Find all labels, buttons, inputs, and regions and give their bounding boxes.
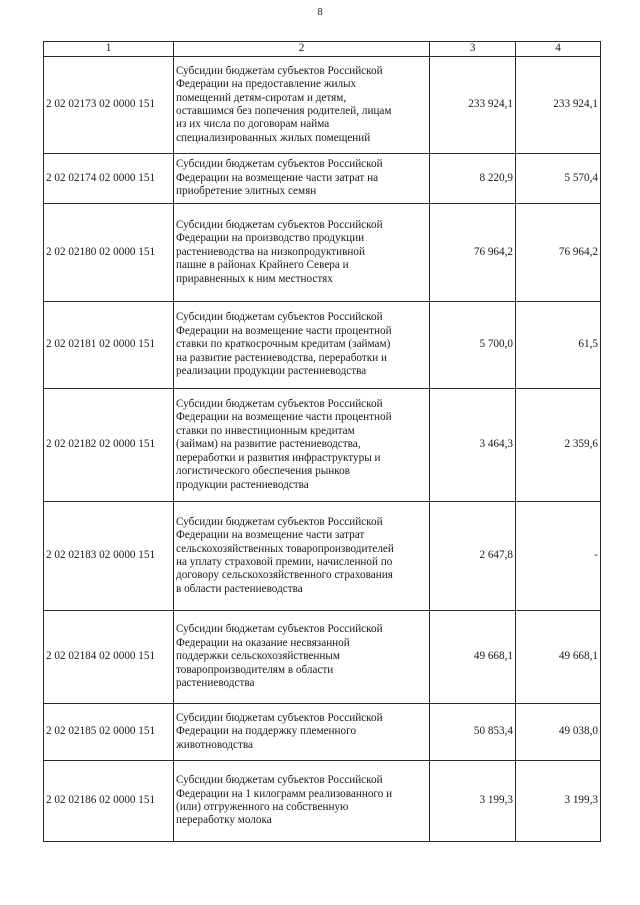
table-header [44,42,601,57]
row-code: 2 02 02181 02 0000 151 [44,302,174,389]
row-col3-value: 233 924,1 [430,57,516,154]
description-line: из их числа по договорам найма [176,118,330,131]
row-description [174,389,430,502]
table-row [44,389,601,502]
description-line: Федерации на 1 килограмм реализованного и [176,787,393,800]
row-description [174,611,430,704]
row-col4-value: 233 924,1 [516,57,601,154]
description-line: реализации продукции растениеводства [176,365,367,378]
table-body [44,57,601,842]
description-line: (займам) на развитие растениеводства, [176,438,361,451]
row-col3-value: 3 464,3 [430,389,516,502]
description-line: Федерации на предоставление жилых [176,78,357,91]
row-col4-value: 76 964,2 [516,204,601,302]
description-line: логистического обеспечения рынков [176,465,350,478]
row-col3-value: 5 700,0 [430,302,516,389]
description-line: Субсидии бюджетам субъектов Российской [176,311,383,324]
description-line: договору сельскохозяйственного страхования [176,569,393,582]
row-col3-value: 50 853,4 [430,704,516,761]
description-line: приобретение элитных семян [176,185,317,198]
row-code: 2 02 02185 02 0000 151 [44,704,174,761]
description-line: ставки по инвестиционным кредитам [176,424,355,437]
header-cell-1: 1 [44,42,174,57]
row-description [174,204,430,302]
description-line: Субсидии бюджетам субъектов Российской [176,623,383,636]
header-cell-3: 3 [430,42,516,57]
budget-table [43,41,601,842]
row-col4-value: 49 668,1 [516,611,601,704]
description-line: поддержки сельскохозяйственным [176,650,340,663]
header-row [44,42,601,57]
row-col3-value: 8 220,9 [430,154,516,204]
row-code: 2 02 02180 02 0000 151 [44,204,174,302]
table-row [44,704,601,761]
description-line: на уплату страховой премии, начисленной по [176,556,393,568]
table-row [44,611,601,704]
description-line: Субсидии бюджетам субъектов Российской [176,218,383,231]
description-line: Субсидии бюджетам субъектов Российской [176,774,383,787]
table-row [44,302,601,389]
row-description [174,502,430,611]
description-line: оставшимся без попечения родителей, лицам [176,105,392,117]
description-line: Федерации на возмещение части процентной [176,324,392,337]
row-col3-value: 76 964,2 [430,204,516,302]
row-col3-value: 49 668,1 [430,611,516,704]
table-row [44,204,601,302]
description-line: в области растениеводства [176,582,303,595]
description-line: растениеводства [176,677,255,690]
description-line: переработки и развития инфраструктуры и [176,451,381,464]
description-line: товаропроизводителям в области [176,663,334,676]
row-description [174,57,430,154]
description-line: помещений детям-сиротам и детям, [176,91,347,104]
description-line: специализированных жилых помещений [176,131,371,144]
row-code: 2 02 02183 02 0000 151 [44,502,174,611]
row-col4-value: 2 359,6 [516,389,601,502]
table-row [44,761,601,842]
description-line: Федерации на поддержку племенного [176,725,357,738]
description-line: Субсидии бюджетам субъектов Российской [176,711,383,724]
row-col4-value: 5 570,4 [516,154,601,204]
description-line: Федерации на оказание несвязанной [176,636,350,649]
row-col3-value: 3 199,3 [430,761,516,842]
description-line: растениеводства на низкопродуктивной [176,245,365,258]
description-line: Федерации на возмещение части процентной [176,411,392,424]
description-line: Федерации на возмещение части затрат [176,529,365,542]
description-line: переработку молока [176,814,272,827]
description-line: Субсидии бюджетам субъектов Российской [176,64,383,77]
row-col4-value: 61,5 [516,302,601,389]
row-description [174,154,430,204]
row-code: 2 02 02182 02 0000 151 [44,389,174,502]
row-code: 2 02 02186 02 0000 151 [44,761,174,842]
description-line: продукции растениеводства [176,478,309,491]
row-col4-value: - [516,502,601,611]
page-number: 8 [317,7,323,18]
header-cell-2: 2 [174,42,430,57]
row-description [174,761,430,842]
table-row [44,502,601,611]
description-line: приравненных к ним местностях [176,272,333,285]
description-line: Федерации на возмещение части затрат на [176,171,379,184]
row-description [174,704,430,761]
row-code: 2 02 02173 02 0000 151 [44,57,174,154]
description-line: сельскохозяйственных товаропроизводителей [176,542,394,555]
description-line: (или) отгруженного на собственную [176,801,349,813]
description-line: Субсидии бюджетам субъектов Российской [176,515,383,528]
description-line: Субсидии бюджетам субъектов Российской [176,158,383,171]
header-cell-4: 4 [516,42,601,57]
description-line: ставки по краткосрочным кредитам (займам) [176,338,391,351]
description-line: на развитие растениеводства, переработки и [176,351,387,364]
row-code: 2 02 02174 02 0000 151 [44,154,174,204]
description-line: Федерации на производство продукции [176,232,365,245]
description-line: животноводства [176,738,253,751]
table-row [44,154,601,204]
table-row [44,57,601,154]
description-line: Субсидии бюджетам субъектов Российской [176,398,383,411]
row-col4-value: 3 199,3 [516,761,601,842]
description-line: пашне в районах Крайнего Севера и [176,259,349,272]
row-col3-value: 2 647,8 [430,502,516,611]
row-col4-value: 49 038,0 [516,704,601,761]
row-code: 2 02 02184 02 0000 151 [44,611,174,704]
row-description [174,302,430,389]
